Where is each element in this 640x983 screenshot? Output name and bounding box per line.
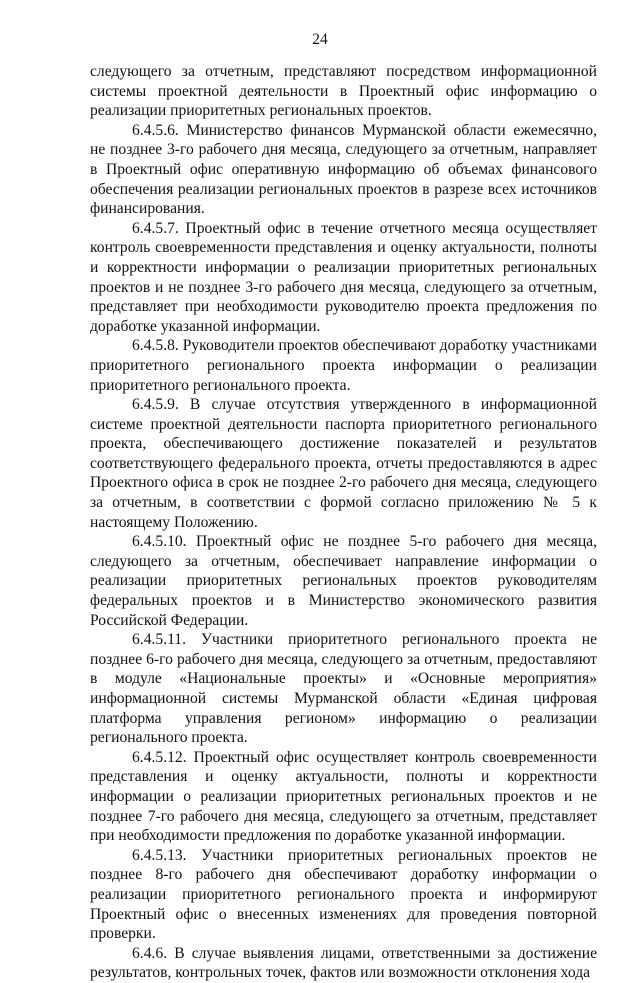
paragraph-6-4-5-7: 6.4.5.7. Проектный офис в течение отчетного месяца осуществляет контроль своевременности представления и оценку актуальности, полноты и корректности информации о реализации приоритетных региональных проектов и не позднее 3-го рабочего дня месяца, следующего за отчетным, представляет при необходимости руководителю проекта предложения по доработке указанной информации. bbox=[90, 219, 597, 335]
paragraph-6-4-5-12: 6.4.5.12. Проектный офис осуществляет контроль своевременности представления и оценку актуальности, полноты и корректности информации о реализации приоритетных региональных проектов и не позднее 7-го рабочего дня месяца, следующего за отчетным, представляет при необходимости предложения по доработке указанной информации. bbox=[90, 748, 597, 845]
paragraph-6-4-5-13: 6.4.5.13. Участники приоритетных региональных проектов не позднее 8-го рабочего дня обеспечивают доработку информации о реализации приоритетного регионального проекта и информируют Проектный офис о внесенных изменениях для проведения повторной проверки. bbox=[90, 846, 597, 943]
paragraph-6-4-5-9: 6.4.5.9. В случае отсутствия утвержденного в информационной системе проектной деятельности паспорта приоритетного регионального проекта, обеспечивающего достижение показателей и результатов соответствующего федерального проекта, отчеты предоставляются в адрес Проектного офиса в срок не позднее 2-го рабочего дня месяца, следующего за отчетным, в соответствии с формой согласно приложению № 5 к настоящему Положению. bbox=[90, 396, 597, 531]
paragraph-6-4-6: 6.4.6. В случае выявления лицами, ответственными за достижение результатов, контрольных точек, фактов или возможности отклонения хода bbox=[90, 944, 597, 982]
page-number: 24 bbox=[312, 31, 328, 48]
paragraph-6-4-5-11: 6.4.5.11. Участники приоритетного регионального проекта не позднее 6-го рабочего дня месяца, следующего за отчетным, предоставляют в модуле «Национальные проекты» и «Основные мероприятия» информационной системы Мурманской области «Единая цифровая платформа управления регионом» информацию о реализации регионального проекта. bbox=[90, 631, 597, 747]
paragraph-continuation: следующего за отчетным, представляют посредством информационной системы проектной деятельности в Проектный офис информацию о реализации приоритетных региональных проектов. bbox=[90, 63, 597, 120]
paragraph-6-4-5-10: 6.4.5.10. Проектный офис не позднее 5-го рабочего дня месяца, следующего за отчетным, обеспечивает направление информации о реализации приоритетных региональных проектов руководителям федеральных проектов и в Министерство экономического развития Российской Федерации. bbox=[90, 533, 597, 629]
document-body bbox=[90, 62, 597, 983]
paragraph-6-4-5-6: 6.4.5.6. Министерство финансов Мурманской области ежемесячно, не позднее 3-го рабочего дня месяца, следующего за отчетным, направляет в Проектный офис оперативную информацию об объемах финансового обеспечения реализации региональных проектов в разрезе всех источников финансирования. bbox=[90, 121, 597, 218]
paragraph-6-4-5-8: 6.4.5.8. Руководители проектов обеспечивают доработку участниками приоритетного регионального проекта информации о реализации приоритетного регионального проекта. bbox=[90, 337, 597, 394]
